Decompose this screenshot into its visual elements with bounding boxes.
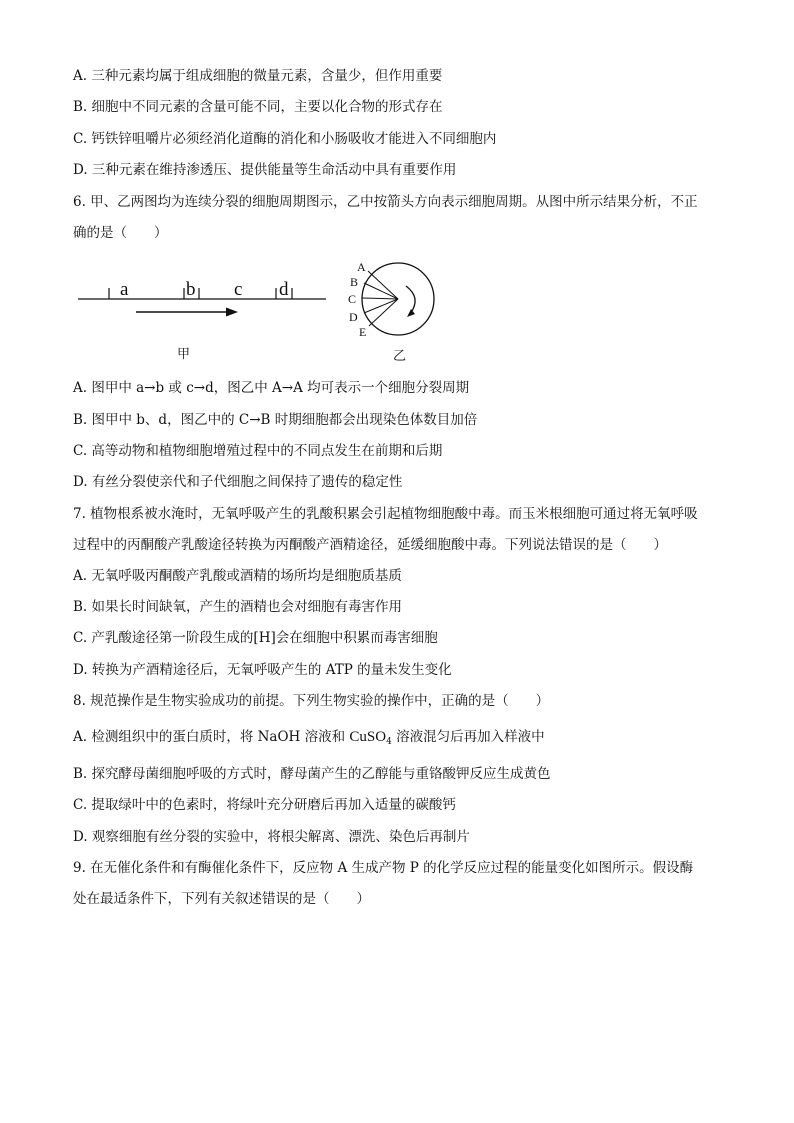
q8-option-a-formula: CuSO	[349, 729, 387, 745]
yi-point-D: D	[349, 310, 358, 324]
q7-stem-line1: 7. 植物根系被水淹时，无氧呼吸产生的乳酸积累会引起植物细胞酸中毒。而玉米根细胞可通过将无氧呼吸	[73, 506, 698, 522]
q7-option-a: A. 无氧呼吸丙酮酸产乳酸或酒精的场所均是细胞质基质	[73, 568, 402, 584]
jia-diagram	[78, 279, 326, 317]
yi-point-B: B	[350, 275, 359, 289]
q5-option-b: B. 细胞中不同元素的含量可能不同，主要以化合物的形式存在	[73, 99, 443, 115]
q6-option-d: D. 有丝分裂使亲代和子代细胞之间保持了遗传的稳定性	[73, 474, 403, 490]
yi-radius-A	[368, 271, 398, 299]
q7-option-b: B. 如果长时间缺氧，产生的酒精也会对细胞有毒害作用	[73, 599, 403, 615]
jia-segment-c: c	[234, 279, 243, 300]
yi-point-A: A	[357, 260, 366, 274]
jia-label: 甲	[177, 347, 191, 362]
q8-option-a	[73, 727, 545, 752]
q9-stem-line2: 处在最适条件下，下列有关叙述错误的是（ ）	[73, 891, 370, 907]
q8-option-b: B. 探究酵母菌细胞呼吸的方式时，酵母菌产生的乙醇能与重铬酸钾反应生成黄色	[73, 766, 551, 782]
q6-option-c: C. 高等动物和植物细胞增殖过程中的不同点发生在前期和后期	[73, 443, 443, 459]
q8-option-d: D. 观察细胞有丝分裂的实验中，将根尖解离、漂洗、染色后再制片	[73, 829, 470, 845]
jia-arrowhead	[226, 308, 238, 317]
q6-option-a: A. 图甲中 a→b 或 c→d，图乙中 A→A 均可表示一个细胞分裂周期	[73, 380, 470, 396]
yi-point-C: C	[348, 292, 357, 306]
q6-stem-line1: 6. 甲、乙两图均为连续分裂的细胞周期图示，乙中按箭头方向表示细胞周期。从图中所示结果分析，不正	[73, 194, 698, 210]
yi-label: 乙	[393, 349, 407, 364]
q8-option-a-subscript: 4	[386, 737, 392, 747]
yi-radius-B	[364, 283, 398, 299]
q8-option-c: C. 提取绿叶中的色素时，将绿叶充分研磨后再加入适量的碳酸钙	[73, 797, 456, 813]
q6-option-b: B. 图甲中 b、d，图乙中的 C→B 时期细胞都会出现染色体数目加倍	[73, 412, 478, 428]
q8-option-a-suffix: 溶液混匀后再加入样液中	[391, 729, 545, 745]
yi-radius-E	[369, 299, 398, 326]
q8-option-a-prefix: A. 检测组织中的蛋白质时，将 NaOH 溶液和	[73, 729, 350, 745]
yi-radius-D	[364, 299, 398, 313]
jia-segment-b: b	[186, 279, 196, 300]
q6-stem-line2: 确的是（ ）	[73, 225, 168, 241]
yi-point-E: E	[359, 325, 367, 339]
yi-radius-C	[362, 298, 398, 299]
yi-diagram	[348, 260, 434, 339]
q5-option-d: D. 三种元素在维持渗透压、提供能量等生命活动中具有重要作用	[73, 162, 457, 178]
jia-segment-a: a	[120, 279, 129, 300]
q5-option-a: A. 三种元素均属于组成细胞的微量元素，含量少，但作用重要	[73, 68, 443, 84]
q7-option-c: C. 产乳酸途径第一阶段生成的[H]会在细胞中积累而毒害细胞	[73, 630, 438, 646]
yi-arrowhead	[407, 309, 415, 317]
jia-segment-d: d	[279, 279, 289, 300]
q7-option-d: D. 转换为产酒精途径后，无氧呼吸产生的 ATP 的量未发生变化	[73, 662, 452, 678]
yi-direction-arrow	[406, 286, 415, 314]
q5-option-c: C. 钙铁锌咀嚼片必须经消化道酶的消化和小肠吸收才能进入不同细胞内	[73, 131, 497, 147]
q7-stem-line2: 过程中的丙酮酸产乳酸途径转换为丙酮酸产酒精途径，延缓细胞酸中毒。下列说法错误的是（ ）	[73, 537, 667, 553]
q9-stem-line1: 9. 在无催化条件和有酶催化条件下，反应物 A 生成产物 P 的化学反应过程的能量变化如图所示。假设酶	[73, 860, 694, 876]
q8-stem: 8. 规范操作是生物实验成功的前提。下列生物实验的操作中，正确的是（ ）	[73, 693, 550, 709]
